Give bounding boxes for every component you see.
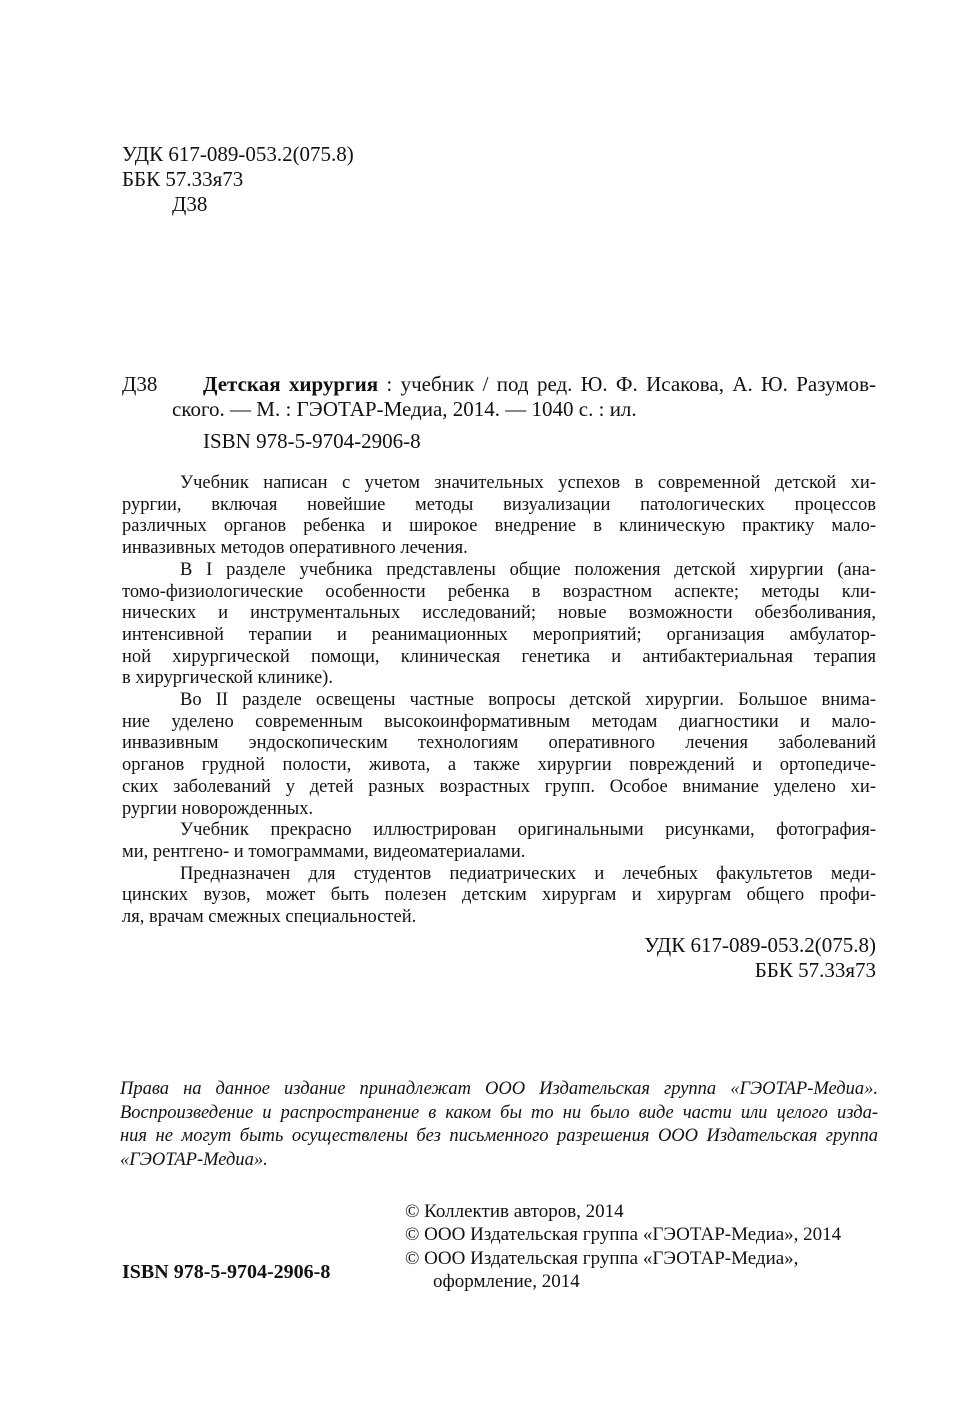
text-line: ских заболеваний у детей разных возрастных групп. Особое внимание уделено хи- (122, 776, 876, 797)
copyright-block (405, 1200, 841, 1294)
udc-line: УДК 617-089-053.2(075.8) (122, 142, 354, 166)
annotation (122, 473, 876, 929)
text-line: ля, врачам смежных специальностей. (122, 907, 417, 928)
isbn-line: ISBN 978-5-9704-2906-8 (203, 429, 421, 453)
text-line: ние уделено современным высокоинформативным методам диагностики и мало- (122, 711, 876, 732)
text-line: Права на данное издание принадлежат ООО Издательская группа «ГЭОТАР-Медиа». (120, 1079, 878, 1099)
text-line: рургии, включая новейшие методы визуализации патологических процессов (122, 494, 876, 515)
annotation-paragraph-4 (122, 820, 876, 863)
bbk-line-right: ББК 57.33я73 (754, 958, 876, 982)
text-line: рургии новорожденных. (122, 798, 314, 819)
text-line: различных органов ребенка и широкое внедрение в клиническую практику мало- (122, 516, 876, 537)
text-line: в хирургической клинике). (122, 668, 333, 689)
biblio-line-1-rest: : учебник / под ред. Ю. Ф. Исакова, А. Ю. Разумов- (378, 372, 876, 396)
biblio-line-1 (122, 372, 876, 397)
isbn-bottom: ISBN 978-5-9704-2906-8 (122, 1261, 331, 1283)
biblio-author-sign: Д38 (122, 372, 158, 396)
annotation-paragraph-1 (122, 473, 876, 560)
text-line: ми, рентгено- и томограммами, видеоматериалами. (122, 841, 526, 862)
text-line: Предназначен для студентов педиатрических и лечебных факультетов меди- (180, 863, 876, 884)
text-line: органов грудной полости, живота, а также хирургии повреждений и ортопедиче- (122, 755, 876, 776)
annotation-paragraph-3 (122, 690, 876, 820)
bibliographic-entry (122, 372, 876, 454)
text-line: нических и инструментальных исследований; новые возможности обезболивания, (122, 603, 876, 624)
text-line: Воспроизведение и распространение в каком бы то ни было виде части или целого изда- (120, 1102, 878, 1123)
rights-notice (120, 1078, 878, 1172)
biblio-line-2: ского. — М. : ГЭОТАР-Медиа, 2014. — 1040 с. : ил. (172, 397, 637, 421)
annotation-paragraph-2 (122, 560, 876, 690)
text-line: Учебник прекрасно иллюстрирован оригинальными рисунками, фотография- (180, 820, 876, 841)
text-line: Во II разделе освещены частные вопросы детской хирургии. Большое внима- (180, 690, 876, 711)
text-line: ния не могут быть осуществлены без письменного разрешения ООО Издательская группа (120, 1126, 878, 1147)
annotation-paragraph-5 (122, 864, 876, 929)
text-line: интенсивной терапии и реанимационных мероприятий; организация амбулатор- (122, 624, 876, 645)
text-line: Учебник написан с учетом значительных успехов в современной детской хи- (180, 473, 876, 493)
text-line: цинских вузов, может быть полезен детским хирургам и хирургам общего профи- (122, 885, 876, 906)
text-line: томо-физиологические особенности ребенка в возрастном аспекте; методы кли- (122, 581, 876, 602)
text-line: В I разделе учебника представлены общие положения детской хирургии (ана- (180, 559, 876, 580)
classification-block (122, 142, 354, 217)
classification-block-right (122, 933, 876, 983)
text-line: «ГЭОТАР-Медиа». (120, 1149, 268, 1170)
text-line: ной хирургической помощи, клиническая генетика и антибактериальная терапия (122, 646, 876, 667)
copyright-line: © ООО Издательская группа «ГЭОТАР-Медиа», 2014 (405, 1224, 842, 1246)
text-line: инвазивным эндоскопическим технологиям оперативного лечения заболеваний (122, 733, 876, 754)
bbk-line: ББК 57.33я73 (122, 167, 244, 191)
author-sign-line: Д38 (172, 192, 208, 216)
text-line: инвазивных методов оперативного лечения. (122, 538, 468, 559)
book-title: Детская хирургия (203, 372, 379, 396)
copyright-line: оформление, 2014 (433, 1271, 580, 1293)
udc-line-right: УДК 617-089-053.2(075.8) (644, 933, 876, 957)
copyright-line: © ООО Издательская группа «ГЭОТАР-Медиа», (405, 1247, 799, 1269)
copyright-line: © Коллектив авторов, 2014 (405, 1201, 624, 1222)
